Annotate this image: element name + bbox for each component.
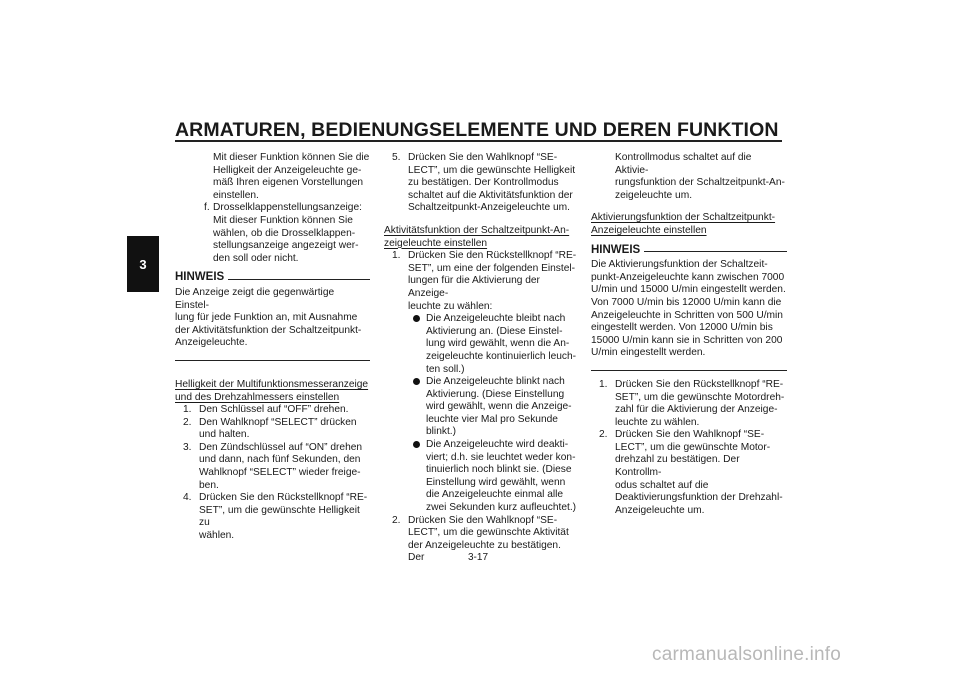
step-3 — [175, 442, 370, 492]
text-line: SET”, um die gewünschte Helligkeit zu — [199, 504, 360, 529]
title-rule — [175, 140, 782, 142]
step-number: 2. — [392, 514, 401, 526]
step-2 — [175, 417, 370, 442]
text-line: ten soll.) — [426, 363, 465, 375]
text-line: 15000 U/min kann sie in Schritten von 200 — [591, 334, 783, 346]
text-line: leuchte vier Mal pro Sekunde — [426, 413, 558, 425]
note-heading — [591, 244, 787, 257]
text-line: Mit dieser Funktion können Sie die — [213, 152, 370, 163]
step-number: 3. — [183, 441, 192, 453]
text-line: zwei Sekunden kurz aufleuchtet.) — [426, 502, 577, 514]
text-line: schaltet auf die Aktivitätsfunktion der — [408, 189, 573, 201]
text-line: Drücken Sie den Rückstellknopf “RE- — [615, 378, 784, 390]
text-line: Die Anzeige zeigt die gegenwärtige Einstel- — [175, 286, 335, 311]
text-line: U/min und 15000 U/min eingestellt werden. — [591, 284, 786, 296]
text-line: LECT”, um die gewünschte Motor- — [615, 441, 771, 453]
bullet-dot-icon — [413, 441, 420, 448]
section-heading-activity — [384, 225, 580, 250]
text-line: Aktivierung. (Diese Einstellung — [426, 388, 565, 400]
text-line: drehzahl zu bestätigen. Der Kontrollm- — [615, 454, 740, 479]
note-box — [175, 271, 370, 361]
heading-line: Aktivierungsfunktion der Schaltzeitpunkt- — [591, 212, 776, 224]
text-line: den soll oder nicht. — [213, 252, 299, 264]
text-line: Den Schlüssel auf “OFF” drehen. — [199, 404, 349, 416]
text-line: Die Anzeigeleuchte blinkt nach — [426, 376, 565, 388]
step-2-continuation — [591, 152, 787, 202]
text-line: Drücken Sie den Rückstellknopf “RE- — [199, 492, 368, 504]
text-line: eingestellt werden. Von 12000 U/min bis — [591, 322, 773, 334]
text-line: und halten. — [199, 429, 250, 441]
text-line: Helligkeit der Anzeigeleuchte ge- — [213, 164, 362, 176]
bullet-item — [384, 376, 580, 439]
text-line: wählen, ob die Drosselklappen- — [213, 227, 356, 239]
step-1 — [175, 404, 370, 417]
step-1 — [384, 250, 580, 313]
text-line: der Anzeigeleuchte zu bestätigen. Der — [408, 539, 561, 564]
text-line: einstellen. — [213, 189, 259, 201]
note-heading — [175, 271, 370, 284]
text-line: Anzeigeleuchte. — [175, 337, 248, 349]
text-line: Den Zündschlüssel auf “ON” drehen — [199, 441, 363, 453]
heading-line: und des Drehzahlmessers einstellen — [175, 391, 340, 403]
text-line: Die Anzeigeleuchte wird deakti- — [426, 439, 569, 451]
text-line: Anzeigeleuchte um. — [615, 504, 705, 516]
text-line: Von 7000 U/min bis 12000 U/min kann die — [591, 296, 782, 308]
text-line: Die Anzeigeleuchte bleibt nach — [426, 313, 566, 325]
text-line: wählen. — [199, 530, 235, 542]
text-line: punkt-Anzeigeleuchte kann zwischen 7000 — [591, 271, 785, 283]
step-number: 2. — [183, 416, 192, 428]
text-line: U/min eingestellt werden. — [591, 347, 706, 359]
text-line: tinuierlich noch blinkt sie. (Diese — [426, 464, 572, 476]
step-number: 1. — [599, 378, 608, 390]
text-line: zeigeleuchte um. — [615, 189, 693, 201]
text-line: lung wird gewählt, wenn die An- — [426, 338, 570, 350]
note-label: HINWEIS — [591, 243, 641, 256]
text-line: Anzeigeleuchte in Schritten von 500 U/min — [591, 309, 783, 321]
step-4 — [175, 492, 370, 542]
note-label: HINWEIS — [175, 271, 225, 284]
bullet-dot-icon — [413, 315, 420, 322]
step-number: 2. — [599, 429, 608, 441]
step-2 — [591, 429, 787, 517]
text-line: Deaktivierungsfunktion der Drehzahl- — [615, 492, 783, 504]
heading-line: Helligkeit der Multifunktionsmesseranzeige — [175, 378, 369, 390]
text-line: Drücken Sie den Wahlknopf “SE- — [408, 514, 558, 526]
bullet-dot-icon — [413, 378, 420, 385]
text-line: rungsfunktion der Schaltzeitpunkt-An- — [615, 177, 785, 189]
bullet-item — [384, 439, 580, 515]
text-line: zeigeleuchte kontinuierlich leuch- — [426, 350, 577, 362]
text-line: der Aktivitätsfunktion der Schaltzeitpunkt- — [175, 324, 362, 336]
text-line: Aktivierung an. (Diese Einstel- — [426, 325, 563, 337]
text-line: LECT”, um die gewünschte Helligkeit — [408, 164, 576, 176]
text-line: viert; d.h. sie leuchtet weder kon- — [426, 451, 576, 463]
heading-line: Aktivitätsfunktion der Schaltzeitpunkt-An- — [384, 224, 570, 236]
text-line: odus schaltet auf die — [615, 479, 709, 491]
step-number: 1. — [183, 404, 192, 416]
text-line: Schaltzeitpunkt-Anzeigeleuchte um. — [408, 202, 570, 214]
text-line: Einstellung wird gewählt, wenn — [426, 476, 566, 488]
heading-line: Anzeigeleuchte einstellen — [591, 224, 707, 236]
column-2 — [384, 152, 580, 565]
item-e-continuation — [175, 152, 370, 202]
bullet-item — [384, 313, 580, 376]
text-line: SET”, um die gewünschte Motordreh- — [615, 391, 785, 403]
text-line: Mit dieser Funktion können Sie — [213, 214, 353, 226]
text-line: Wahlknopf “SELECT” wieder freige- — [199, 467, 361, 479]
text-line: Drücken Sie den Rückstellknopf “RE- — [408, 250, 577, 262]
heading-line: zeigeleuchte einstellen — [384, 237, 488, 249]
text-line: die Anzeigeleuchte einmal alle — [426, 489, 564, 501]
section-heading-brightness — [175, 379, 370, 404]
chapter-tab: 3 — [127, 236, 159, 292]
page-number: 3-17 — [467, 552, 488, 563]
page-title: ARMATUREN, BEDIENUNGSELEMENTE UND DEREN FUNKTION — [175, 119, 779, 141]
step-number: 1. — [392, 250, 401, 262]
text-line: lung für jede Funktion an, mit Ausnahme — [175, 312, 358, 324]
text-line: Drücken Sie den Wahlknopf “SE- — [615, 429, 765, 441]
column-1 — [175, 152, 370, 543]
text-line: Drosselklappenstellungsanzeige: — [213, 202, 362, 214]
text-line: lungen für die Aktivierung der Anzeige- — [408, 275, 540, 299]
text-line: Die Aktivierungsfunktion der Schaltzeit- — [591, 259, 768, 271]
step-number: 5. — [392, 152, 401, 163]
text-line: Kontrollmodus schaltet auf die Aktivie- — [615, 152, 752, 176]
text-line: zu bestätigen. Der Kontrollmodus — [408, 177, 559, 189]
text-line: zahl für die Aktivierung der Anzeige- — [615, 404, 778, 416]
step-5 — [384, 152, 580, 215]
step-1 — [591, 379, 787, 429]
text-line: und dann, nach fünf Sekunden, den — [199, 454, 361, 466]
step-number: 4. — [183, 492, 192, 504]
text-line: leuchte zu wählen: — [408, 300, 493, 312]
text-line: wird gewählt, wenn die Anzeige- — [426, 401, 572, 413]
list-marker: f. — [204, 202, 210, 214]
text-line: ben. — [199, 479, 219, 491]
section-heading-activation — [591, 212, 787, 237]
text-line: mäß Ihren eigenen Vorstellungen — [213, 177, 364, 189]
text-line: Den Wahlknopf “SELECT” drücken — [199, 416, 357, 428]
list-item-f — [175, 202, 370, 265]
note-box — [591, 244, 787, 371]
text-line: blinkt.) — [426, 426, 457, 438]
text-line: SET”, um eine der folgenden Einstel- — [408, 262, 576, 274]
watermark-text[interactable]: carmanualsonline.info — [652, 644, 842, 665]
column-3 — [591, 152, 787, 517]
text-line: Drücken Sie den Wahlknopf “SE- — [408, 152, 558, 163]
text-line: leuchte zu wählen. — [615, 416, 700, 428]
text-line: LECT”, um die gewünschte Aktivität — [408, 527, 569, 539]
text-line: stellungsanzeige angezeigt wer- — [213, 240, 359, 252]
